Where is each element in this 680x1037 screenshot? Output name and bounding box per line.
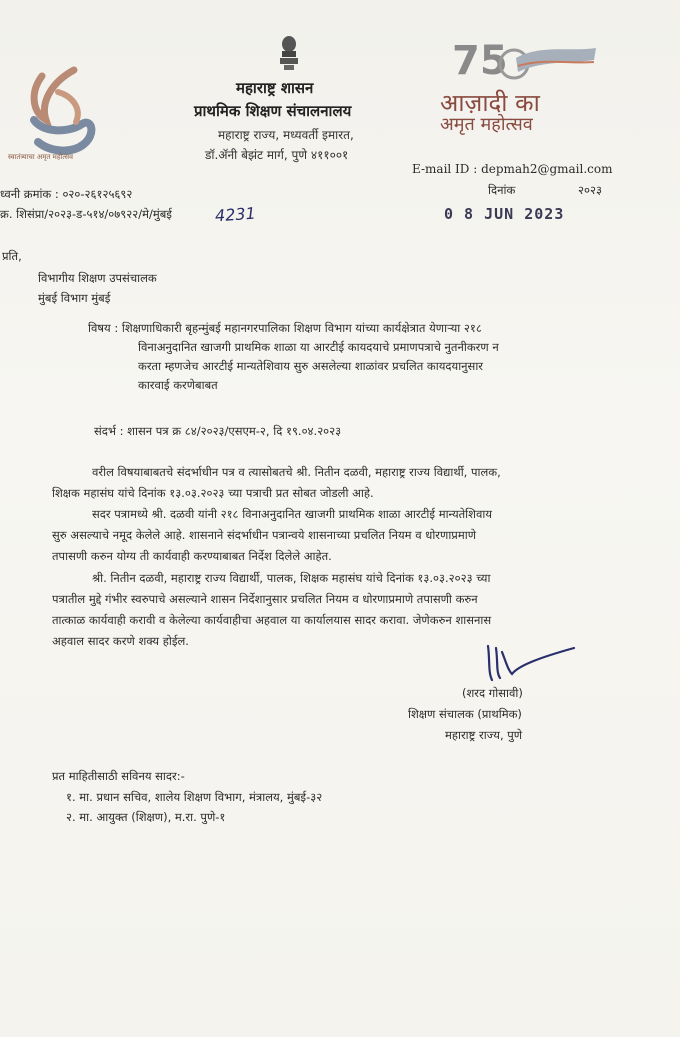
signatory-name: (शरद गोसावी) <box>462 686 523 700</box>
dinank-year: २०२३ <box>578 183 602 197</box>
date-stamp: 0 8 JUN 2023 <box>444 205 565 223</box>
ashoka-emblem-icon <box>274 34 304 74</box>
signatory-place: महाराष्ट्र राज्य, पुणे <box>445 728 523 742</box>
left-logo-caption: स्वातंत्र्याचा अमृत महोत्सव <box>8 153 73 161</box>
address-line-2: डॉ.ॲनी बेझंट मार्ग, पुणे ४११००१ <box>205 148 349 162</box>
phone-number: ध्वनी क्रमांक : ०२०-२६१२५६९२ <box>0 187 133 201</box>
body-p1-line-2: शिक्षक महासंघ यांचे दिनांक १३.०३.२०२३ च्या पत्राची प्रत सोबत जोडली आहे. <box>52 486 374 500</box>
azadi-logo-line-1: आज़ादी का <box>440 89 540 117</box>
signatory-designation: शिक्षण संचालक (प्राथमिक) <box>408 707 522 721</box>
body-p2-line-1: सदर पत्रामध्ये श्री. दळवी यांनी २१८ विनाअनुदानित खाजगी प्राथमिक शाळा आरटीई मान्यतेशिवाय <box>92 507 493 521</box>
azadi-75-number: 75 <box>452 38 508 84</box>
address-line-1: महाराष्ट्र राज्य, मध्यवर्ती इमारत, <box>218 128 354 142</box>
dinank-label: दिनांक <box>488 183 516 197</box>
office-name: प्राथमिक शिक्षण संचालनालय <box>194 102 352 120</box>
body-p1-line-1: वरील विषयाबाबतचे संदर्भाधीन पत्र व त्यासोबतचे श्री. नितीन दळवी, महाराष्ट्र राज्य विद्यार्थी, पालक, <box>92 465 501 479</box>
government-title: महाराष्ट्र शासन <box>236 79 314 97</box>
body-p3-line-3: तात्काळ कार्यवाही करावी व केलेल्या कार्यवाहीचा अहवाल या कार्यालयास सादर करावा. जेणेकरुन शासनास <box>52 613 492 627</box>
body-p3-line-4: अहवाल सादर करणे शक्य होईल. <box>52 634 189 648</box>
copy-item-2: २. मा. आयुक्त (शिक्षण), म.रा. पुणे-१ <box>66 810 226 824</box>
copy-heading: प्रत माहितीसाठी सविनय सादर:- <box>52 769 185 783</box>
recipient-line-2: मुंबई विभाग मुंबई <box>38 291 111 305</box>
reference-number: क्र. शिसंप्रा/२०२३-ड-५१४/०७९२२/मे/मुंबई <box>0 207 172 221</box>
recipient-line-1: विभागीय शिक्षण उपसंचालक <box>38 271 157 285</box>
subject-line-3: करता म्हणजेच आरटीई मान्यतेशिवाय सुरु असलेल्या शाळांवर प्रचलित कायदयानुसार <box>138 359 484 373</box>
body-p2-line-3: तपासणी करुन योग्य ती कार्यवाही करण्याबाबत निर्देश दिलेले आहेत. <box>52 549 332 563</box>
subject-line-4: कारवाई करणेबाबत <box>138 378 218 392</box>
email-id: E-mail ID : depmah2@gmail.com <box>412 162 613 176</box>
sandarbh-reference: संदर्भ : शासन पत्र क्र ८४/२०२३/एसएम-२, दि १९.०४.२०२३ <box>94 424 342 438</box>
body-p3-line-2: पत्रातील मुद्दे गंभीर स्वरुपाचे असल्याने शासन निर्देशानुसार प्रचलित नियम व धोरणाप्रमाणे तपासणी करुन <box>52 592 478 606</box>
subject-line-1: विषय : शिक्षणाधिकारी बृहन्मुंबई महानगरपालिका शिक्षण विभाग यांच्या कार्यक्षेत्रात येणाऱ्या २१८ <box>88 321 482 335</box>
prati-label: प्रति, <box>2 249 22 263</box>
handwritten-inward-number: 4231 <box>214 203 257 226</box>
copy-item-1: १. मा. प्रधान सचिव, शालेय शिक्षण विभाग, मंत्रालय, मुंबई-३२ <box>66 790 323 804</box>
azadi-logo-line-2: अमृत महोत्सव <box>440 114 533 135</box>
body-p2-line-2: सुरु असल्याचे नमूद केलेले आहे. शासनाने संदर्भाधीन पत्रान्वये शासनाच्या प्रचलित नियम व धोरणाप्रमाणे <box>52 528 477 542</box>
subject-line-2: विनाअनुदानित खाजगी प्राथमिक शाळा या आरटीई कायदयाचे प्रमाणपत्राचे नुतनीकरण न <box>138 340 499 354</box>
body-p3-line-1: श्री. नितीन दळवी, महाराष्ट्र राज्य विद्यार्थी, पालक, शिक्षक महासंघ यांचे दिनांक १३.०३.२०२३ च्या <box>92 571 491 585</box>
signature-icon <box>478 640 588 690</box>
